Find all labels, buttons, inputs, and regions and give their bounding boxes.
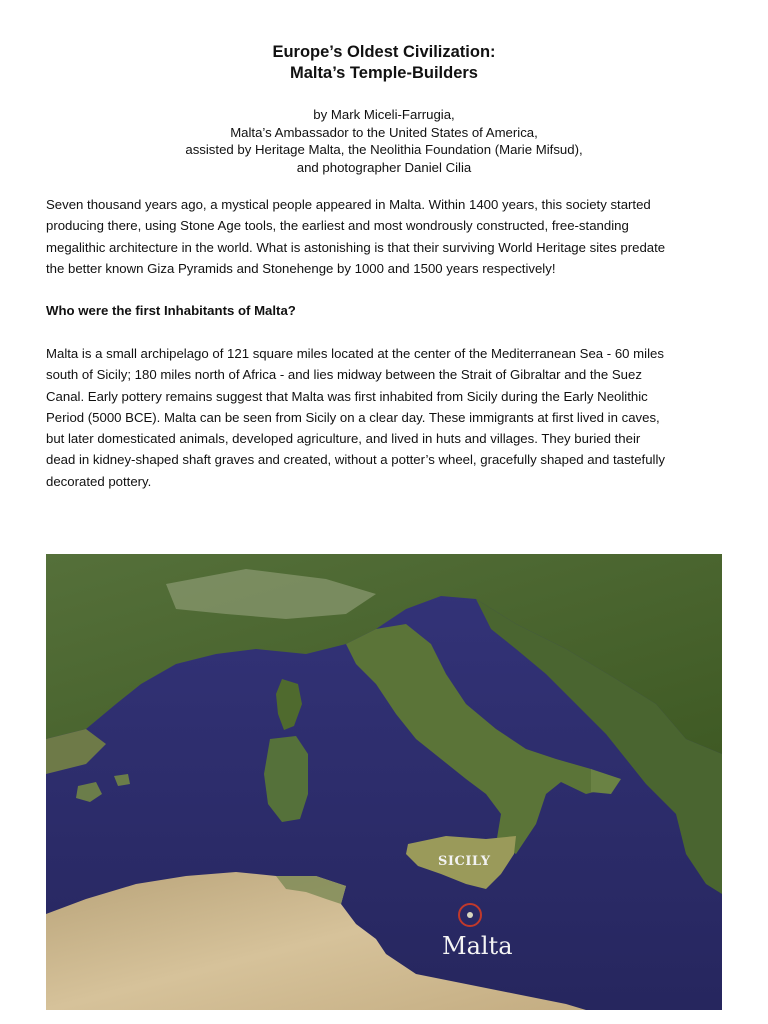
mediterranean-map xyxy=(46,554,722,1010)
intro-line: the better known Giza Pyramids and Stonehenge by 1000 and 1500 years respectively! xyxy=(46,260,556,276)
intro-line: megalithic architecture in the world. What is astonishing is that their surviving World Heritage sites predate xyxy=(46,239,666,255)
document-title xyxy=(0,42,768,84)
byline-line-2: Malta’s Ambassador to the United States of America, xyxy=(230,124,538,140)
byline-line-4: and photographer Daniel Cilia xyxy=(296,159,472,175)
map-label-sicily: SICILY xyxy=(438,854,491,869)
section-line: south of Sicily; 180 miles north of Africa - and lies midway between the Strait of Gibraltar and the Suez xyxy=(46,367,642,383)
section-line: dead in kidney-shaped shaft graves and created, without a potter’s wheel, gracefully shaped and tastefully xyxy=(46,452,665,468)
byline-line-3: assisted by Heritage Malta, the Neolithia Foundation (Marie Mifsud), xyxy=(185,142,583,157)
intro-paragraph xyxy=(46,194,726,279)
section-heading: Who were the first Inhabitants of Malta? xyxy=(46,303,296,318)
section-line: but later domesticated animals, developed agriculture, and lived in huts and villages. They buried their xyxy=(46,431,641,447)
intro-line: Seven thousand years ago, a mystical people appeared in Malta. Within 1400 years, this society started xyxy=(46,197,651,212)
byline xyxy=(0,106,768,176)
section-paragraph xyxy=(46,343,726,492)
map-label-malta: Malta xyxy=(442,932,513,960)
section-line: Canal. Early pottery remains suggest that Malta was first inhabited from Sicily during the Early Neolithic xyxy=(46,388,648,404)
intro-line: producing there, using Stone Age tools, the earliest and most wondrously constructed, free-standing xyxy=(46,218,629,234)
section-line: decorated pottery. xyxy=(46,473,152,489)
malta-island xyxy=(467,912,473,918)
section-line: Malta is a small archipelago of 121 square miles located at the center of the Mediterranean Sea - 60 miles xyxy=(46,346,664,361)
map-svg xyxy=(46,554,722,1010)
title-line-1: Europe’s Oldest Civilization: xyxy=(272,43,496,61)
section-line: Period (5000 BCE). Malta can be seen from Sicily on a clear day. These immigrants at first lived in caves, xyxy=(46,409,660,425)
title-line-2: Malta’s Temple-Builders xyxy=(290,64,478,82)
byline-line-1: by Mark Miceli-Farrugia, xyxy=(313,107,455,122)
